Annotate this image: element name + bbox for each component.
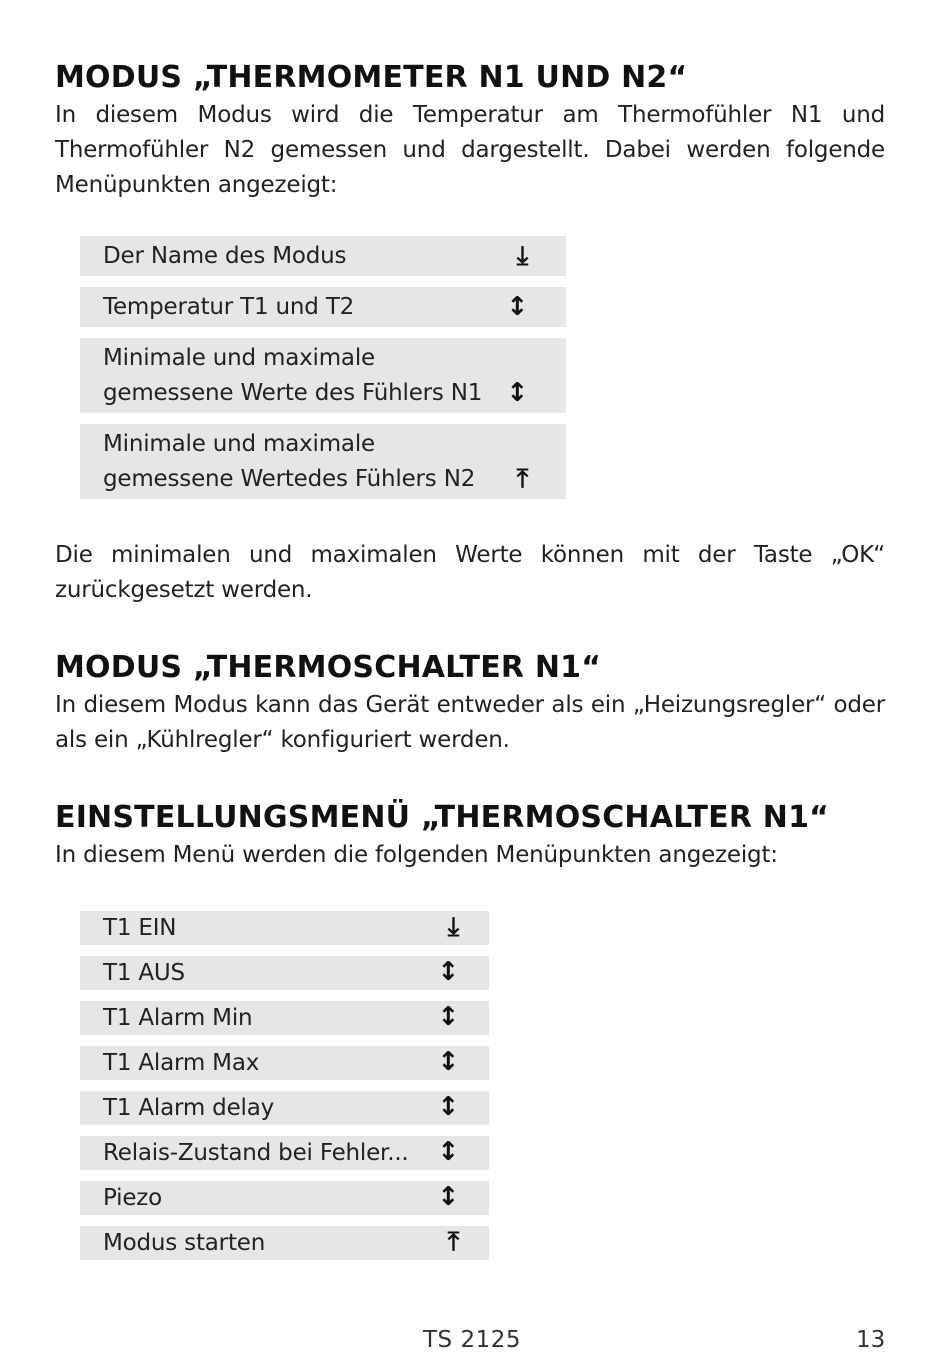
menu-item [80, 1046, 489, 1080]
menu-item-label: T1 Alarm delay [103, 1095, 275, 1121]
menu-list-settings [80, 911, 489, 1260]
menu-item-label: Der Name des Modus [103, 243, 347, 269]
menu-item [80, 1226, 489, 1260]
menu-item [80, 1091, 489, 1125]
menu-item [80, 956, 489, 990]
menu-item-label: Modus starten [103, 1230, 266, 1256]
arrow-down-to-bar-icon: ⤓ [447, 912, 459, 942]
section-title-thermoschalter: MODUS „THERMOSCHALTER N1“ [55, 650, 602, 685]
arrow-up-down-icon: ↕ [437, 1137, 459, 1167]
menu-item-label: T1 AUS [103, 960, 185, 986]
menu-item-label: Temperatur T1 und T2 [103, 294, 355, 320]
arrow-up-down-icon: ↕ [506, 378, 528, 408]
section-title-settings-menu: EINSTELLUNGSMENÜ „THERMOSCHALTER N1“ [55, 800, 830, 835]
model-name: TS 2125 [423, 1327, 521, 1353]
menu-item [80, 236, 566, 276]
menu-item-label: Piezo [103, 1185, 163, 1211]
arrow-up-to-bar-icon: ⤒ [516, 464, 528, 494]
arrow-up-down-icon: ↕ [437, 957, 459, 987]
menu-item [80, 911, 489, 945]
menu-item-label: T1 Alarm Min [103, 1005, 253, 1031]
menu-item-label: T1 Alarm Max [103, 1050, 260, 1076]
menu-item-label: Relais-Zustand bei Fehler... [103, 1140, 409, 1166]
arrow-up-down-icon: ↕ [437, 1002, 459, 1032]
menu-list-thermometer [80, 236, 566, 499]
menu-item-label: T1 EIN [103, 915, 177, 941]
section-text-thermoschalter: In diesem Modus kann das Gerät entweder als ein „Heizungsregler“ oder als ein „Kühlregler“ konfiguriert werden. [55, 692, 885, 753]
menu-item-label: Minimale und maximale gemessene Wertedes Fühlers N2 [103, 431, 476, 492]
arrow-up-to-bar-icon: ⤒ [447, 1227, 459, 1257]
reset-note: Die minimalen und maximalen Werte können mit der Taste „OK“ zurückgesetzt werden. [55, 542, 885, 603]
arrow-up-down-icon: ↕ [437, 1092, 459, 1122]
arrow-up-down-icon: ↕ [437, 1047, 459, 1077]
menu-item-label: Minimale und maximale gemessene Werte des Fühlers N1 [103, 345, 483, 406]
menu-item [80, 424, 566, 499]
menu-item [80, 1181, 489, 1215]
menu-item [80, 1001, 489, 1035]
menu-item [80, 287, 566, 327]
section-title-thermometer: MODUS „THERMOMETER N1 UND N2“ [55, 60, 688, 95]
section-intro-settings-menu: In diesem Menü werden die folgenden Menüpunkten angezeigt: [55, 842, 778, 868]
menu-item [80, 338, 566, 413]
page-number: 13 [856, 1327, 886, 1353]
arrow-down-to-bar-icon: ⤓ [516, 241, 528, 271]
arrow-up-down-icon: ↕ [506, 292, 528, 322]
arrow-up-down-icon: ↕ [437, 1182, 459, 1212]
manual-page [55, 58, 885, 1271]
section-intro-thermometer: In diesem Modus wird die Temperatur am Thermofühler N1 und Thermofühler N2 gemessen und dargestellt. Dabei werden folgende Menüpunkten angezeigt: [55, 102, 885, 198]
menu-item [80, 1136, 489, 1170]
